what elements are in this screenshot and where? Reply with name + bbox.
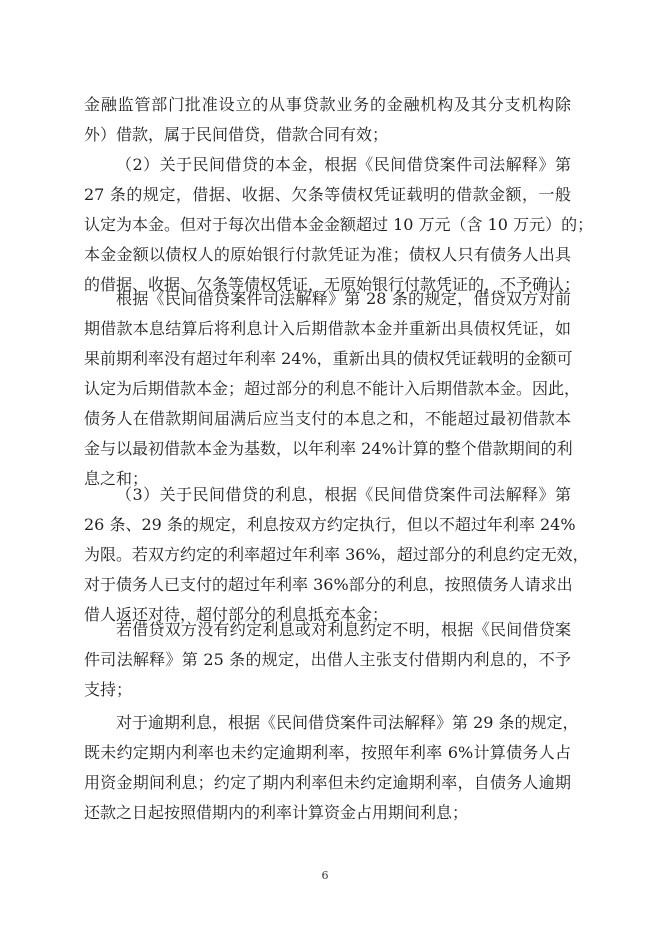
text-line: 认定为后期借款本金；超过部分的利息不能计入后期借款本金。因此， <box>84 379 581 398</box>
text-line: 27 条的规定，借据、收据、欠条等债权凭证载明的借款金额，一般 <box>84 185 571 204</box>
text-line: 还款之日起按照借期内的利率计算资金占用期间利息； <box>84 803 469 822</box>
text-line: 金与以最初借款本金为基数，以年利率 24%计算的整个借款期间的利 <box>84 439 573 458</box>
text-line: 债务人在借款期间届满后应当支付的本息之和，不能超过最初借款本 <box>84 409 571 428</box>
text-line: 认定为本金。但对于每次出借本金金额超过 10 万元（含 10 万元）的； <box>84 215 594 234</box>
text-line: 果前期利率没有超过年利率 24%，重新出具的债权凭证载明的金额可 <box>84 349 573 368</box>
text-line: 期借款本息结算后将利息计入后期借款本金并重新出具债权凭证，如 <box>84 319 571 338</box>
text-line: 借人返还对待，超付部分的利息抵充本金； <box>84 605 389 624</box>
text-line: 外）借款，属于民间借贷，借款合同有效； <box>84 125 389 144</box>
text-line: 既未约定期内利率也未约定逾期利率，按照年利率 6%计算债务人占 <box>84 743 571 762</box>
text-line: 本金金额以债权人的原始银行付款凭证为准；债权人只有债务人出具 <box>84 245 571 264</box>
text-line: 的借据、收据、欠条等债权凭证，无原始银行付款凭证的，不予确认； <box>84 275 581 294</box>
text-line: 根据《民间借贷案件司法解释》第 28 条的规定，借贷双方对前 <box>116 289 571 308</box>
text-line: 息之和； <box>84 469 149 488</box>
text-line: （2）关于民间借贷的本金，根据《民间借贷案件司法解释》第 <box>116 155 571 174</box>
text-line: 26 条、29 条的规定，利息按双方约定执行，但以不超过年利率 24% <box>84 515 576 534</box>
paragraph-3 <box>84 284 581 494</box>
text-line: 用资金期间利息；约定了期内利率但未约定逾期利率，自债务人逾期 <box>84 773 571 792</box>
paragraph-5 <box>84 615 571 705</box>
paragraph-4 <box>84 480 589 630</box>
text-line: 为限。若双方约定的利率超过年利率 36%，超过部分的利息约定无效， <box>84 545 589 564</box>
paragraph-1 <box>84 90 571 150</box>
text-line: 支持； <box>84 680 133 699</box>
text-line: 对于逾期利息，根据《民间借贷案件司法解释》第 29 条的规定， <box>116 713 579 732</box>
text-line: 件司法解释》第 25 条的规定，出借人主张支付借期内利息的，不予 <box>84 650 571 669</box>
page-number: 6 <box>321 869 329 882</box>
text-line: （3）关于民间借贷的利息，根据《民间借贷案件司法解释》第 <box>116 485 571 504</box>
text-line: 金融监管部门批准设立的从事贷款业务的金融机构及其分支机构除 <box>84 95 571 114</box>
paragraph-2 <box>84 150 594 300</box>
text-line: 对于债务人已支付的超过年利率 36%部分的利息，按照债务人请求出 <box>84 575 573 594</box>
text-line: 若借贷双方没有约定利息或对利息约定不明，根据《民间借贷案 <box>116 620 571 639</box>
paragraph-6 <box>84 708 579 828</box>
